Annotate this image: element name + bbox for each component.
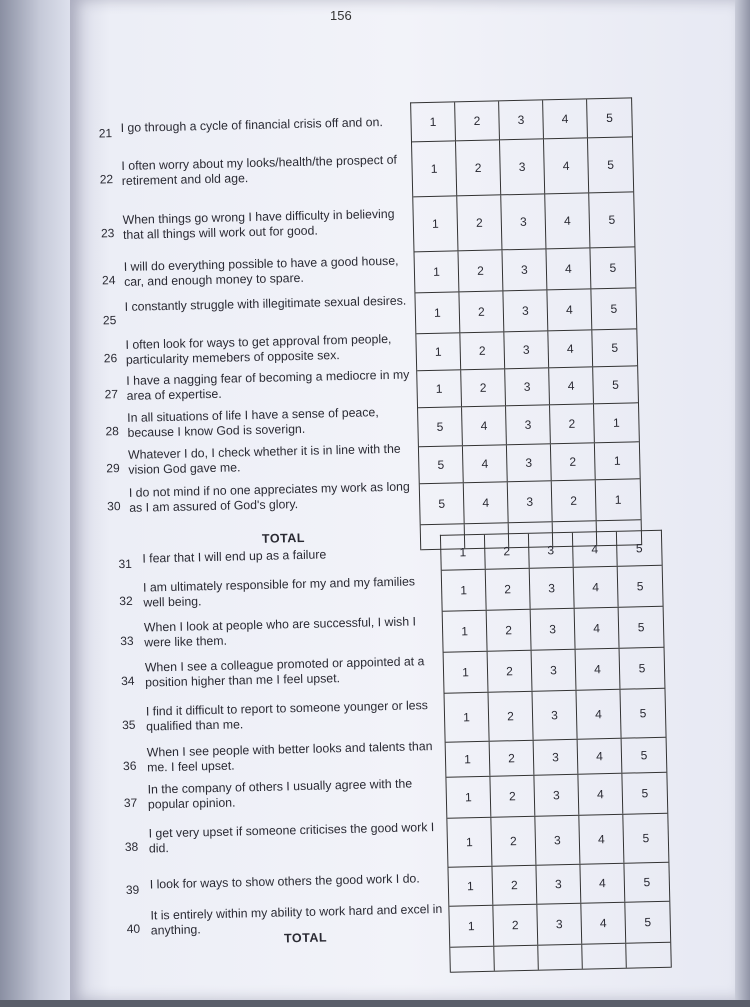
score-cell[interactable]: 4 [463,445,508,482]
score-cell[interactable]: 2 [490,776,535,817]
score-cell[interactable]: 3 [537,904,582,945]
score-row [449,902,670,948]
score-grid [440,530,672,973]
item-text: I often look for ways to get approval from people, particularity memebers of opposite sex. [125,331,392,367]
item-number: 36 [122,758,137,774]
score-cell[interactable]: 1 [444,652,489,693]
score-cell[interactable]: 4 [462,406,507,445]
score-cell[interactable]: 2 [492,866,537,905]
item-text: I have a nagging fear of becoming a mediocre in my area of expertise. [126,367,410,403]
score-cell[interactable]: 4 [464,482,509,523]
score-row [444,648,665,694]
score-cell[interactable]: 2 [550,404,595,443]
score-cell[interactable]: 1 [417,370,462,407]
score-cell[interactable]: 5 [611,340,619,355]
score-cell[interactable]: 4 [581,903,626,944]
score-cell[interactable]: 2 [457,195,502,250]
score-cell[interactable]: 2 [488,651,533,692]
score-cell[interactable]: 5 [609,260,617,275]
score-cell[interactable]: 5 [637,620,645,635]
score-cell[interactable]: 2 [490,741,535,776]
score-cell[interactable]: 2 [551,443,596,480]
score-cell[interactable]: 5 [418,407,463,446]
item-number: 27 [104,387,119,402]
score-cell[interactable]: 3 [508,481,553,522]
score-cell[interactable]: 1 [445,693,490,742]
item-number: 28 [105,424,120,439]
item-text: When things go wrong I have difficulty in believing that all things will work out for good. [122,206,395,242]
score-cell[interactable]: 2 [458,250,503,291]
score-cell[interactable]: 1 [612,415,620,430]
score-cell[interactable]: 2 [456,140,501,195]
score-cell[interactable]: 2 [485,534,530,569]
score-cell[interactable]: 1 [446,742,491,777]
score-cell[interactable]: 3 [532,650,577,691]
score-cell[interactable]: 3 [504,331,549,368]
item-text: I am ultimately responsible for my and my families well being. [142,574,416,610]
item-number: 32 [119,593,133,609]
score-cell[interactable]: 2 [455,101,500,140]
score-cell[interactable]: 3 [530,568,575,609]
score-cell[interactable]: 5 [641,786,649,801]
score-row [412,137,633,197]
score-cell[interactable]: 5 [610,301,618,316]
score-cell[interactable]: 4 [576,690,621,739]
score-cell[interactable]: 2 [491,817,536,866]
score-row [445,689,666,743]
page-number: 156 [330,8,352,23]
score-cell[interactable]: 5 [644,915,652,930]
score-cell[interactable]: 1 [442,570,487,611]
score-row [413,192,634,252]
score-cell[interactable]: 2 [461,369,506,406]
score-row [417,366,638,408]
score-row [411,98,632,142]
score-cell[interactable]: 3 [506,405,551,444]
score-row [442,566,663,612]
score-cell[interactable]: 1 [614,492,622,507]
score-cell[interactable]: 2 [459,291,504,332]
score-cell[interactable]: 2 [460,332,505,369]
score-cell[interactable]: 3 [503,290,548,331]
item-text: I constantly struggle with illegitimate sexual desires. [124,293,407,314]
score-cell[interactable]: 1 [613,453,621,468]
score-cell[interactable]: 1 [447,818,492,867]
score-cell[interactable]: 4 [545,193,590,248]
score-cell[interactable]: 5 [606,110,614,125]
score-cell[interactable]: 2 [487,610,532,651]
score-cell[interactable]: 2 [552,480,597,521]
score-cell[interactable]: 4 [580,864,625,903]
item-text: I get very upset if someone criticises the good work I did. [148,820,435,856]
score-cell[interactable]: 1 [413,196,458,251]
score-cell[interactable]: 3 [499,100,544,139]
score-cell[interactable]: 4 [543,99,588,138]
score-cell[interactable]: 3 [505,368,550,405]
score-cell[interactable]: 3 [507,444,552,481]
score-cell[interactable]: 1 [415,251,460,292]
score-cell[interactable]: 3 [535,816,580,865]
score-cell[interactable]: 3 [536,865,581,904]
score-cell[interactable]: 1 [446,777,491,818]
score-cell[interactable]: 3 [501,194,546,249]
score-cell[interactable]: 3 [502,249,547,290]
score-cell[interactable]: 4 [576,649,621,690]
score-row [441,531,662,571]
item-text: I find it difficult to report to someone younger or less qualified than me. [145,698,429,734]
item-number: 37 [123,795,138,811]
item-text: It is entirely within my ability to work hard and excel in anything. [150,901,443,938]
item-number: 38 [124,839,139,855]
score-row [416,329,637,371]
score-cell[interactable]: 2 [486,569,531,610]
score-cell[interactable]: 3 [531,609,576,650]
score-cell[interactable]: 1 [412,141,457,196]
score-cell[interactable]: 5 [635,541,643,556]
score-cell[interactable]: 5 [607,157,615,172]
item-number: 21 [98,126,113,141]
score-cell[interactable]: 4 [578,774,623,815]
item-text: I will do everything possible to have a good house, car, and enough money to spare. [123,253,399,289]
item-text: In the company of others I usually agree with the popular opinion. [147,776,413,812]
section-1-total-label: TOTAL [261,530,306,546]
score-row [419,442,640,484]
score-cell[interactable]: 1 [448,867,493,906]
item-number: 24 [101,273,116,288]
score-cell[interactable]: 5 [612,377,620,392]
item-text: I fear that I will end up as a failure [142,546,327,566]
score-cell[interactable]: 1 [416,333,461,370]
item-number: 34 [120,673,135,689]
score-cell[interactable]: 4 [574,567,619,608]
item-number: 25 [102,313,117,328]
item-text: I do not mind if no one appreciates my work as long as I am assured of God's glory. [128,479,410,515]
item-number: 31 [118,556,133,572]
section-2-total-label: TOTAL [283,930,328,946]
score-cell[interactable]: 4 [547,289,592,330]
score-cell[interactable]: 4 [544,138,589,193]
score-row [446,773,667,819]
score-cell[interactable]: 4 [573,532,618,567]
item-text: Whatever I do, I check whether it is in line with the vision God gave me. [127,441,401,477]
score-cell[interactable]: 5 [419,446,464,483]
total-cell[interactable] [450,947,495,972]
item-text: I go through a cycle of financial crisis off and on. [120,114,383,135]
score-cell[interactable]: 5 [643,875,651,890]
score-row [447,814,668,868]
score-row [443,607,664,653]
score-row [446,738,667,778]
score-cell[interactable]: 3 [529,533,574,568]
score-cell[interactable]: 5 [638,661,646,676]
score-cell[interactable]: 3 [534,740,579,775]
score-cell[interactable]: 1 [411,102,456,141]
item-number: 40 [126,921,141,937]
total-cell[interactable] [538,945,583,970]
item-number: 29 [106,461,120,476]
score-cell[interactable]: 4 [575,608,620,649]
score-cell[interactable]: 3 [533,691,578,740]
item-text: I look for ways to show others the good work I do. [149,870,420,891]
total-cell[interactable] [494,946,539,971]
score-row [420,479,641,525]
score-grid [410,97,642,550]
item-number: 33 [120,633,134,649]
score-cell[interactable]: 4 [578,739,623,774]
score-cell[interactable]: 3 [500,139,545,194]
score-cell[interactable]: 4 [546,248,591,289]
score-cell[interactable]: 4 [549,367,594,404]
score-cell[interactable]: 2 [489,692,534,741]
score-cell[interactable]: 5 [636,579,644,594]
score-row [415,288,636,334]
score-cell[interactable]: 5 [639,706,647,721]
score-row [415,247,636,293]
item-text: When I look at people who are successful, I wish I were like them. [143,614,417,650]
score-cell[interactable]: 1 [449,906,494,947]
score-cell[interactable]: 5 [642,831,650,846]
score-cell[interactable]: 3 [534,775,579,816]
score-row [418,403,639,447]
score-cell[interactable]: 1 [441,535,486,570]
item-text: In all situations of life I have a sense of peace, because I know God is soverign. [127,405,379,440]
score-cell[interactable]: 4 [548,330,593,367]
score-row [448,863,669,907]
score-cell[interactable]: 4 [579,815,624,864]
total-row [450,943,671,973]
item-number: 26 [103,351,118,366]
item-number: 23 [100,226,115,241]
score-cell[interactable]: 5 [608,212,616,227]
score-cell[interactable]: 1 [443,611,488,652]
item-text: When I see a colleague promoted or appointed at a position higher than me I feel upset. [144,654,425,690]
item-number: 35 [121,717,136,733]
score-cell[interactable]: 2 [493,905,538,946]
total-cell[interactable] [626,943,671,968]
item-number: 39 [125,882,140,898]
score-cell[interactable]: 5 [420,483,465,524]
score-cell[interactable]: 5 [640,748,648,763]
total-cell[interactable] [582,944,627,969]
item-text: When I see people with better looks and talents than me. I feel upset. [146,739,433,775]
score-cell[interactable]: 1 [415,292,460,333]
item-number: 22 [99,172,114,187]
item-text: I often worry about my looks/health/the prospect of retirement and old age. [121,152,398,188]
item-number: 30 [107,499,121,514]
